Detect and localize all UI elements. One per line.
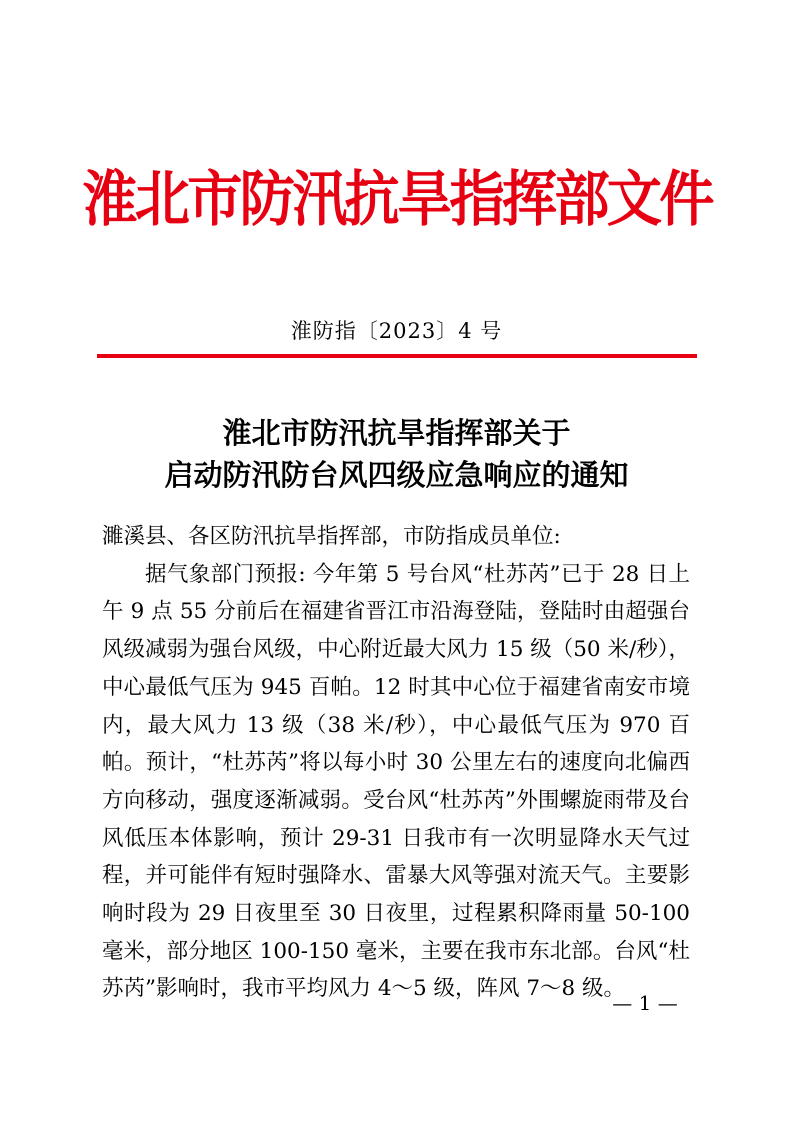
notice-title — [0, 412, 793, 496]
body-paragraph-1: 据气象部门预报: 今年第 5 号台风“杜苏芮”已于 28 日上午 9 点 55 分前后在福建省晋江市沿海登陆，登陆时由超强台风级减弱为强台风级，中心附近最大风力 15 级（50 米/秒），中心最低气压为 945 百帕。12 时其中心位于福建省南安市境内，最大风力 13 级（38 米/秒），中心最低气压为 970 百帕。预计，“杜苏芮”将以每小时 30 公里左右的速度向北偏西方向移动，强度逐渐减弱。受台风“杜苏芮”外围螺旋雨带及台风低压本体影响，预计 29-31 日我市有一次明显降水天气过程，并可能伴有短时强降水、雷暴大风等强对流天气。主要影响时段为 29 日夜里至 30 日夜里，过程累积降雨量 50-100 毫米，部分地区 100-150 毫米，主要在我市东北部。台风“杜苏芮”影响时，我市平均风力 4～5 级，阵风 7～8 级。 — [102, 561, 690, 1002]
page-number: — 1 — — [612, 991, 678, 1015]
notice-title-line-2: 启动防汛防台风四级应急响应的通知 — [164, 458, 629, 492]
notice-title-line-1: 淮北市防汛抗旱指挥部关于 — [222, 416, 571, 450]
document-number: 淮防指〔2023〕4 号 — [290, 319, 503, 343]
notice-body — [102, 518, 690, 1008]
salutation: 濉溪县、各区防汛抗旱指挥部，市防指成员单位: — [102, 524, 561, 549]
red-divider-line — [97, 354, 697, 358]
masthead-text: 淮北市防汛抗旱指挥部文件 — [81, 165, 712, 235]
masthead-title — [0, 160, 793, 240]
